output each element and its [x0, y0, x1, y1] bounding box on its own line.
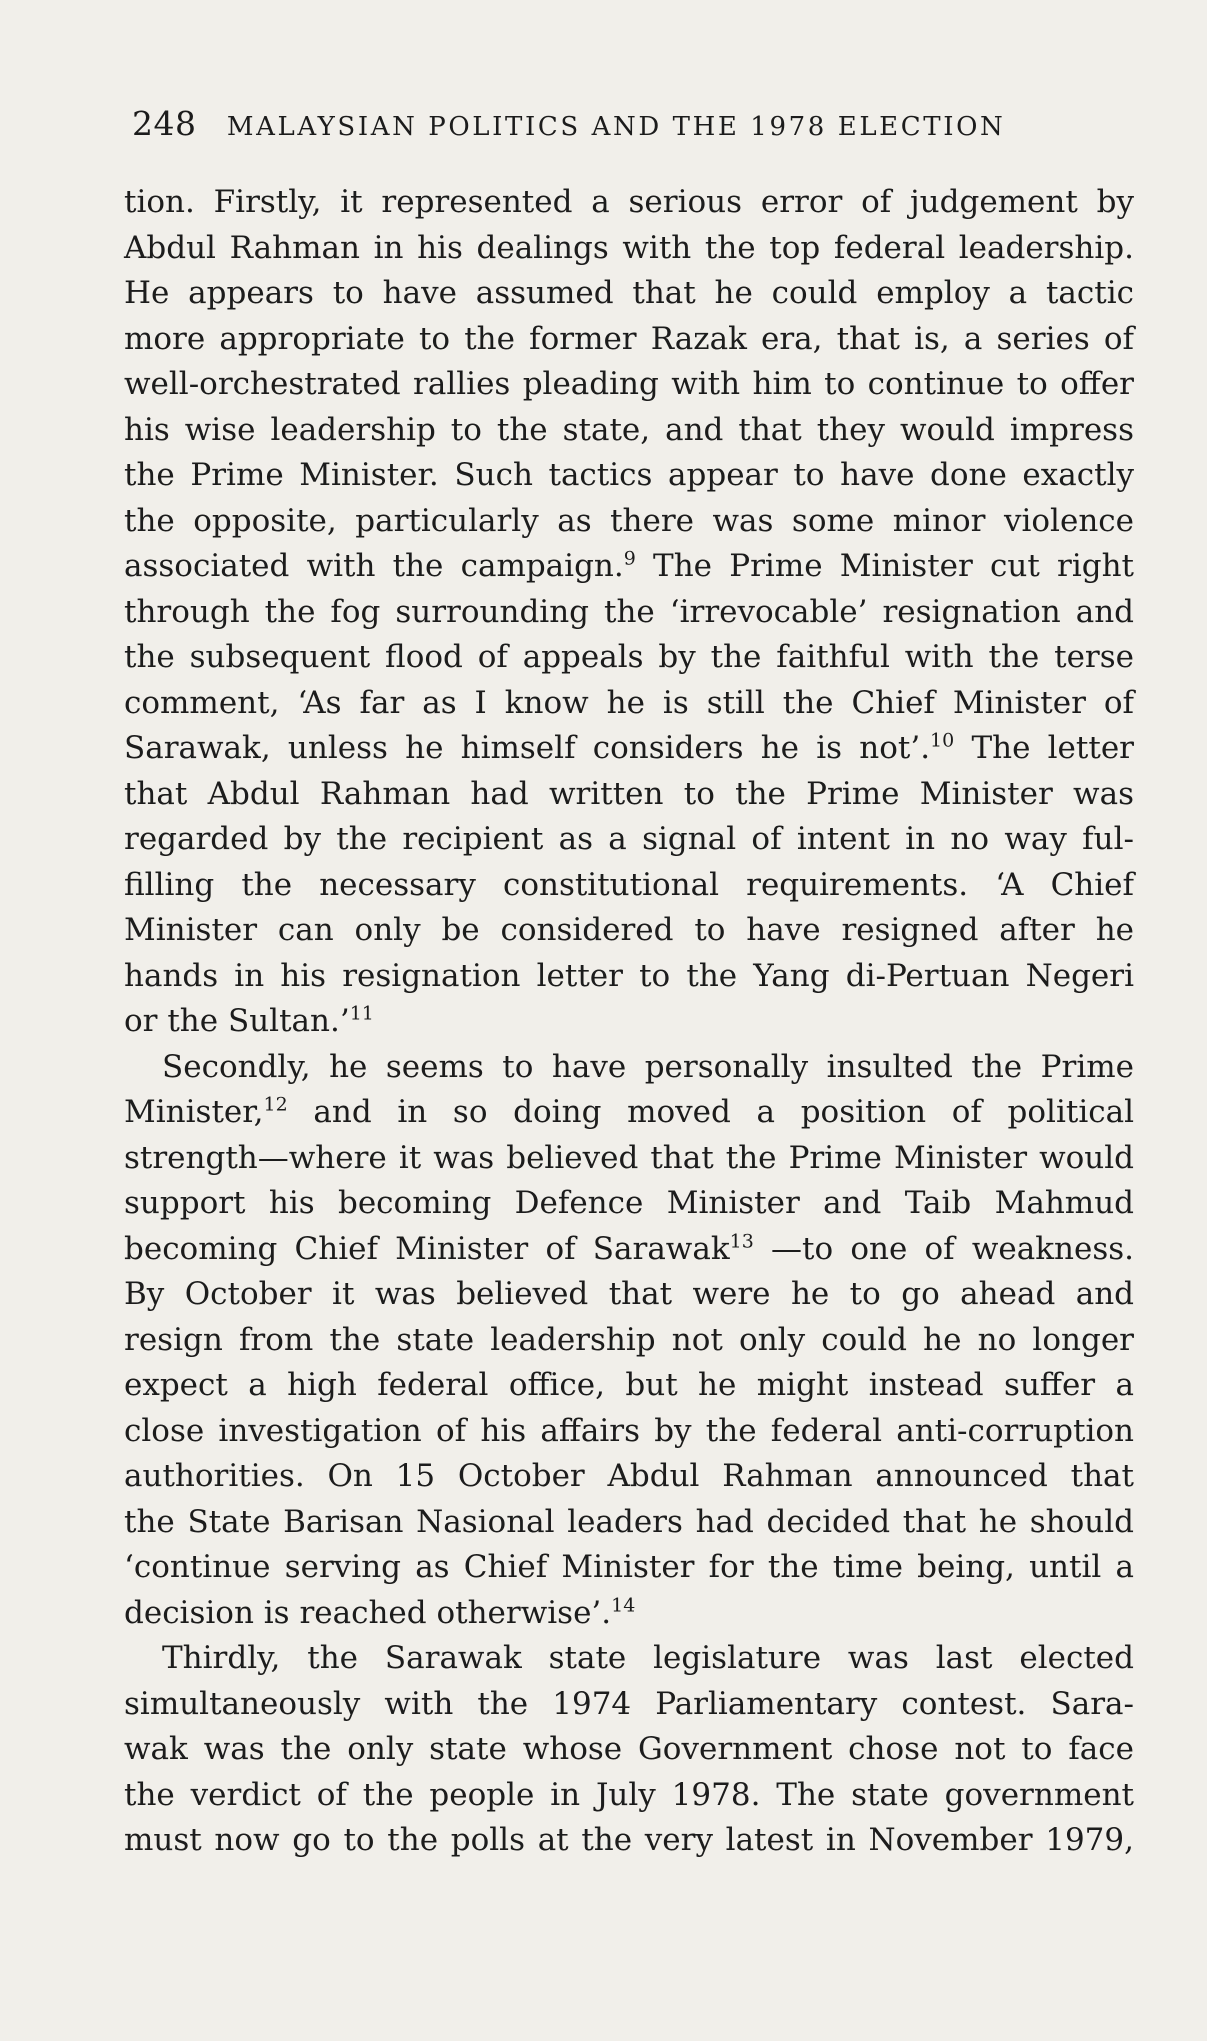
text-line [124, 226, 1134, 272]
text-line [124, 726, 1134, 772]
line-text: Minister can only be considered to have resigned after he [124, 912, 1134, 948]
text-line [124, 180, 1134, 226]
line-text: He appears to have assumed that he could employ a tactic [124, 275, 1134, 311]
line-text: close investigation of his affairs by the federal anti-corruption [124, 1412, 1134, 1449]
text-line [124, 635, 1134, 681]
line-text-continued: and in so doing moved a position of political [287, 1094, 1134, 1130]
line-text: associated with the campaign. [124, 548, 624, 584]
text-line [124, 1227, 1134, 1273]
line-text: more appropriate to the former Razak era, that is, a series of [124, 320, 1134, 357]
line-text: ‘continue serving as Chief Minister for the time being, until a [124, 1549, 1134, 1585]
line-text-continued: The Prime Minister cut right [635, 548, 1134, 584]
text-line [124, 1409, 1134, 1455]
line-text: the opposite, particularly as there was some minor violence [124, 502, 1134, 539]
text-line [124, 1363, 1134, 1409]
running-header [132, 104, 1092, 143]
line-text: Minister, [124, 1094, 264, 1130]
text-line [124, 1090, 1134, 1136]
footnote-marker: 9 [623, 547, 636, 570]
text-line [124, 271, 1134, 317]
text-line [124, 362, 1134, 408]
line-text: the subsequent flood of appeals by the faithful with the terse [124, 639, 1134, 675]
line-text: strength—where it was believed that the Prime Minister would [124, 1139, 1134, 1176]
text-line [124, 1454, 1134, 1500]
line-text: the Prime Minister. Such tactics appear to have done exactly [124, 457, 1134, 493]
line-text: regarded by the recipient as a signal of intent in no way ful- [124, 821, 1134, 857]
footnote-marker: 13 [729, 1230, 754, 1253]
text-line [124, 681, 1134, 727]
text-line [124, 1045, 1134, 1091]
line-text-continued: —to one of weakness. [753, 1230, 1134, 1267]
line-text: support his becoming Defence Minister and Taib Mahmud [124, 1185, 1134, 1221]
line-text: resign from the state leadership not only could he no longer [124, 1321, 1134, 1358]
text-line [124, 1636, 1134, 1682]
text-line [124, 1181, 1134, 1227]
footnote-marker: 11 [349, 1002, 374, 1025]
text-line [124, 1591, 1134, 1637]
line-text: Abdul Rahman in his dealings with the top federal leadership. [124, 229, 1134, 266]
line-text: expect a high federal office, but he might instead suffer a [124, 1367, 1134, 1403]
line-text: becoming Chief Minister of Sarawak [124, 1230, 730, 1267]
text-line [124, 544, 1134, 590]
text-line [124, 317, 1134, 363]
text-line [124, 1682, 1134, 1728]
text-line [124, 1545, 1134, 1591]
line-text: By October it was believed that were he to go ahead and [124, 1276, 1134, 1312]
text-line [124, 1818, 1134, 1864]
line-text: must now go to the polls at the very latest in November 1979, [124, 1822, 1134, 1858]
line-text: tion. Firstly, it represented a serious error of judgement by [124, 184, 1134, 220]
text-line [124, 1773, 1134, 1819]
line-text: the verdict of the people in July 1978. The state government [124, 1776, 1134, 1813]
line-text: hands in his resignation letter to the Yang di-Pertuan Negeri [124, 957, 1134, 994]
footnote-marker: 10 [930, 729, 955, 752]
line-text: Sarawak, unless he himself considers he is not’. [124, 730, 931, 766]
line-text: that Abdul Rahman had written to the Prime Minister was [124, 775, 1134, 812]
line-text: well-orchestrated rallies pleading with him to continue to offer [124, 366, 1134, 402]
footnote-marker: 14 [611, 1594, 636, 1617]
line-text: through the fog surrounding the ‘irrevocable’ resignation and [124, 593, 1134, 630]
text-line [124, 499, 1134, 545]
line-text: Thirdly, the Sarawak state legislature was last elected [162, 1640, 1134, 1676]
text-line [124, 999, 1134, 1045]
page-number: 248 [132, 104, 197, 143]
text-line [124, 1136, 1134, 1182]
text-line [124, 908, 1134, 954]
text-line [124, 954, 1134, 1000]
footnote-marker: 12 [263, 1093, 288, 1116]
line-text: his wise leadership to the state, and that they would impress [124, 411, 1134, 448]
text-line [124, 863, 1134, 909]
running-title: MALAYSIAN POLITICS AND THE 1978 ELECTION [226, 112, 1006, 142]
text-line [124, 1500, 1134, 1546]
text-line [124, 590, 1134, 636]
line-text: or the Sultan.’ [124, 1003, 350, 1039]
body-text [124, 180, 1134, 1864]
text-line [124, 772, 1134, 818]
text-line [124, 1318, 1134, 1364]
line-text: wak was the only state whose Government chose not to face [124, 1731, 1134, 1767]
text-line [124, 453, 1134, 499]
line-text: decision is reached otherwise’. [124, 1594, 612, 1631]
line-text: Secondly, he seems to have personally insulted the Prime [162, 1048, 1134, 1085]
line-text: filling the necessary constitutional requirements. ‘A Chief [124, 866, 1134, 903]
line-text: comment, ‘As far as I know he is still the Chief Minister of [124, 684, 1134, 721]
text-line [124, 408, 1134, 454]
line-text-continued: The letter [954, 730, 1134, 766]
line-text: the State Barisan Nasional leaders had decided that he should [124, 1503, 1134, 1540]
text-line [124, 1272, 1134, 1318]
line-text: simultaneously with the 1974 Parliamentary contest. Sara- [124, 1685, 1134, 1722]
text-line [124, 1727, 1134, 1773]
line-text: authorities. On 15 October Abdul Rahman announced that [124, 1458, 1134, 1494]
text-line [124, 817, 1134, 863]
